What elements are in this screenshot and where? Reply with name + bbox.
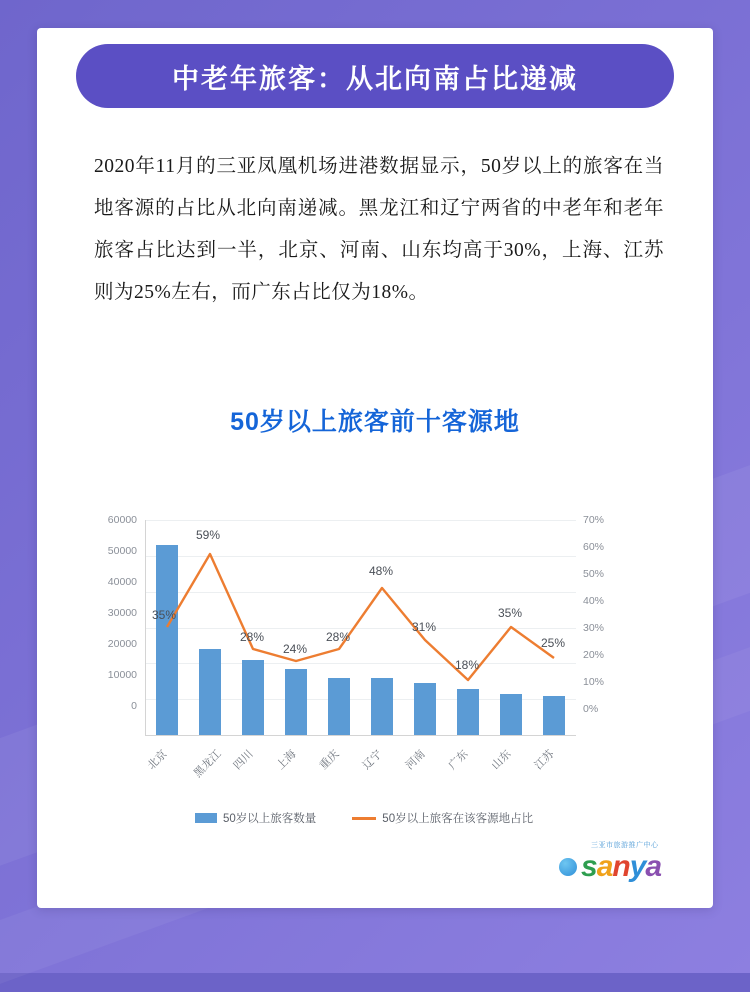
y-axis-right-tick: 70%: [583, 514, 605, 526]
y-axis-right-tick: 30%: [583, 622, 605, 634]
legend-label: 50岁以上旅客数量: [223, 813, 317, 825]
data-label: 28%: [240, 630, 265, 644]
x-axis-tick: 山东: [489, 748, 514, 773]
data-label: 48%: [369, 564, 394, 578]
legend-swatch-icon: [195, 813, 217, 823]
y-axis-left-tick: 0: [131, 700, 137, 712]
x-axis-tick: 北京: [145, 748, 170, 773]
legend-line-icon: [352, 817, 376, 820]
data-label: 25%: [541, 636, 566, 650]
chart: [75, 488, 675, 848]
x-axis-tick: 重庆: [317, 748, 342, 773]
chart-title: 50岁以上旅客前十客源地: [230, 408, 520, 436]
data-label: 35%: [498, 606, 523, 620]
x-axis-tick: 广东: [446, 748, 471, 773]
percentage-line-series: [146, 520, 576, 735]
data-label: 24%: [283, 642, 308, 656]
data-label: 35%: [152, 608, 177, 622]
x-axis-tick: 江苏: [532, 748, 557, 773]
x-axis-tick: 四川: [231, 748, 256, 773]
header-banner: [76, 44, 674, 108]
y-axis-left-tick: 40000: [107, 576, 137, 588]
x-axis-tick: 上海: [274, 748, 299, 773]
logo-letter: y: [629, 850, 646, 883]
logo-subtitle: 三亚市旅游推广中心: [591, 842, 659, 849]
y-axis-left-tick: 60000: [107, 514, 137, 526]
content-card: [37, 28, 713, 908]
logo-letter: s: [581, 850, 597, 883]
logo-letter: a: [596, 850, 613, 883]
legend-item-line: [352, 810, 533, 826]
data-label: 18%: [455, 658, 480, 672]
legend-label: 50岁以上旅客在该客源地占比: [382, 813, 534, 825]
plot-area: [145, 520, 576, 736]
logo-wordmark: [581, 850, 661, 884]
y-axis-right-tick: 50%: [583, 568, 605, 580]
y-axis-right-tick: 20%: [583, 649, 605, 661]
y-axis-left-tick: 30000: [107, 607, 137, 619]
chart-legend: [195, 810, 533, 826]
y-axis-right-tick: 10%: [583, 676, 605, 688]
data-label: 31%: [412, 620, 437, 634]
y-axis-right-tick: 60%: [583, 541, 605, 553]
legend-item-bars: [195, 810, 316, 826]
y-axis-right-tick: 40%: [583, 595, 605, 607]
logo-letter: a: [645, 850, 662, 883]
y-axis-left-tick: 10000: [107, 669, 137, 681]
y-axis-left-tick: 50000: [107, 545, 137, 557]
logo: [555, 840, 675, 894]
body-paragraph: 2020年11月的三亚凤凰机场进港数据显示，50岁以上的旅客在当地客源的占比从北向南递减。黑龙江和辽宁两省的中老年和老年旅客占比达到一半，北京、河南、山东均高于30%，上海、江苏则为25%左右，而广东占比仅为18%。: [94, 156, 664, 303]
data-label: 28%: [326, 630, 351, 644]
page-title: 中老年旅客：从北向南占比递减: [172, 63, 578, 94]
y-axis-left-tick: 20000: [107, 638, 137, 650]
x-axis-tick: 黑龙江: [191, 748, 224, 780]
x-axis-tick: 辽宁: [360, 748, 385, 773]
logo-dot-icon: [559, 858, 577, 876]
x-axis-tick: 河南: [403, 748, 428, 773]
y-axis-right-tick: 0%: [583, 703, 599, 715]
logo-letter: n: [612, 850, 630, 883]
data-label: 59%: [196, 528, 221, 542]
